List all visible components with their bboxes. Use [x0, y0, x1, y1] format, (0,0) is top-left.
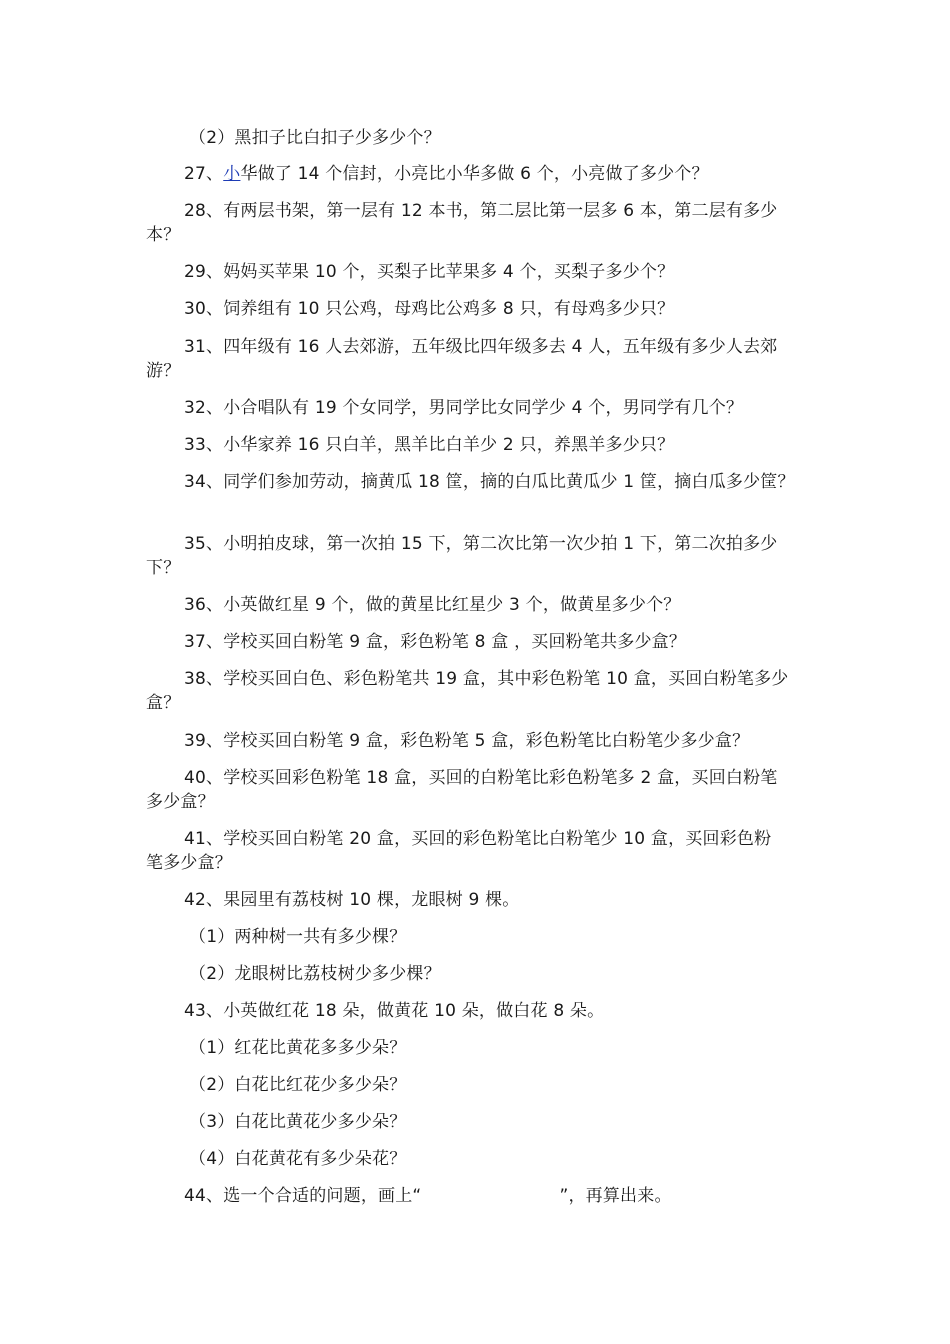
q35-continued: 下？	[146, 558, 181, 578]
q35: 35、小明拍皮球，第一次拍 15 下，第二次比第一次少拍 1 下，第二次拍多少	[184, 534, 778, 554]
q38-continued: 盒？	[146, 693, 181, 713]
q42-part2: （2）龙眼树比荔枝树少多少棵？	[189, 964, 441, 984]
q28-continued: 本？	[146, 225, 181, 245]
q43: 43、小英做红花 18 朵，做黄花 10 朵，做白花 8 朵。	[184, 1001, 605, 1021]
q27-link[interactable]: 小	[223, 164, 241, 184]
q37: 37、学校买回白粉笔 9 盒，彩色粉笔 8 盒 ，买回粉笔共多少盒？	[184, 632, 687, 652]
q43-part1: （1）红花比黄花多多少朵？	[189, 1038, 407, 1058]
q43-part3: （3）白花比黄花少多少朵？	[189, 1112, 407, 1132]
q29: 29、妈妈买苹果 10 个，买梨子比苹果多 4 个，买梨子多少个？	[184, 262, 675, 282]
q27-text: 华做了 14 个信封，小亮比小华多做 6 个，小亮做了多少个？	[240, 164, 709, 184]
q32: 32、小合唱队有 19 个女同学，男同学比女同学少 4 个，男同学有几个？	[184, 398, 744, 418]
q42: 42、果园里有荔枝树 10 棵，龙眼树 9 棵。	[184, 890, 520, 910]
q40: 40、学校买回彩色粉笔 18 盒，买回的白粉笔比彩色粉笔多 2 盒，买回白粉笔	[184, 768, 778, 788]
q38: 38、学校买回白色、彩色粉笔共 19 盒，其中彩色粉笔 10 盒，买回白粉笔多少	[184, 669, 789, 689]
q43-part4: （4）白花黄花有多少朵花？	[189, 1149, 407, 1169]
q44-text-end: ”，再算出来。	[559, 1186, 672, 1206]
q27	[184, 162, 709, 186]
q41: 41、学校买回白粉笔 20 盒，买回的彩色粉笔比白粉笔少 10 盒，买回彩色粉	[184, 829, 772, 849]
q34: 34、同学们参加劳动，摘黄瓜 18 筐，摘的白瓜比黄瓜少 1 筐，摘白瓜多少筐？	[184, 472, 795, 492]
q40-continued: 多少盒？	[146, 792, 215, 812]
q27-number: 27、	[184, 164, 224, 184]
q26-part2: （2）黑扣子比白扣子少多少个？	[189, 128, 441, 148]
q44-text-start: 44、选一个合适的问题，画上“	[184, 1186, 422, 1206]
q33: 33、小华家养 16 只白羊，黑羊比白羊少 2 只，养黑羊多少只？	[184, 435, 675, 455]
q30: 30、饲养组有 10 只公鸡，母鸡比公鸡多 8 只，有母鸡多少只？	[184, 299, 675, 319]
q42-part1: （1）两种树一共有多少棵？	[189, 927, 407, 947]
q44	[184, 1184, 672, 1208]
q41-continued: 笔多少盒？	[146, 853, 232, 873]
q43-part2: （2）白花比红花少多少朵？	[189, 1075, 407, 1095]
q28: 28、有两层书架，第一层有 12 本书，第二层比第一层多 6 本，第二层有多少	[184, 201, 778, 221]
q31: 31、四年级有 16 人去郊游，五年级比四年级多去 4 人，五年级有多少人去郊	[184, 337, 778, 357]
q36: 36、小英做红星 9 个，做的黄星比红星少 3 个，做黄星多少个？	[184, 595, 681, 615]
q39: 39、学校买回白粉笔 9 盒，彩色粉笔 5 盒，彩色粉笔比白粉笔少多少盒？	[184, 731, 750, 751]
q31-continued: 游？	[146, 361, 181, 381]
